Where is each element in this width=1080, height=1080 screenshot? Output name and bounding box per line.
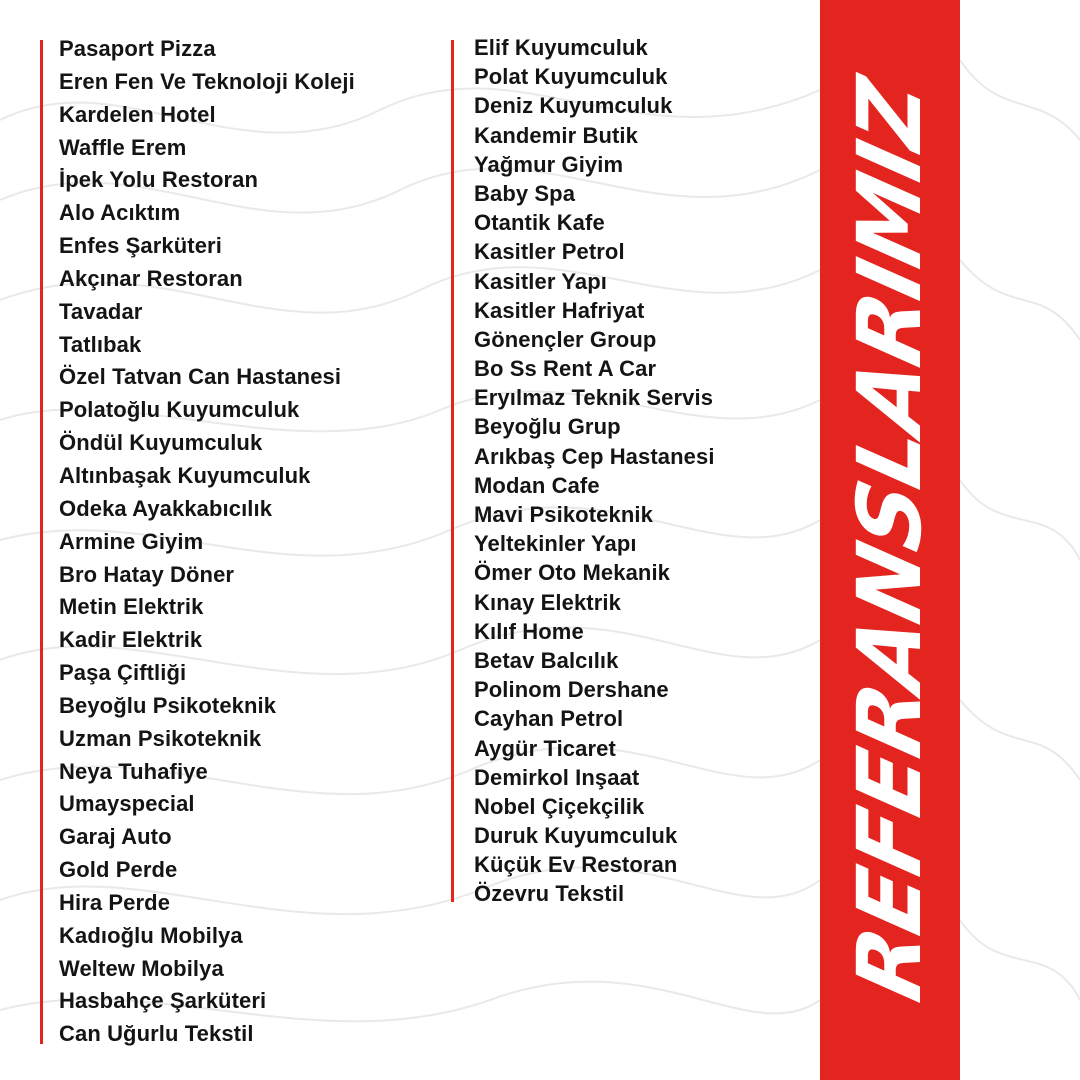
list-item: Deniz Kuyumculuk	[474, 93, 673, 119]
list-item: Bro Hatay Döner	[59, 561, 235, 587]
list-item: Özevru Tekstil	[474, 881, 625, 907]
list-item: Cayhan Petrol	[474, 706, 624, 732]
list-item: Otantik Kafe	[474, 210, 605, 236]
list-item: Waffle Erem	[59, 134, 187, 160]
references-list-left	[59, 33, 355, 1051]
list-item: Weltew Mobilya	[59, 955, 224, 981]
list-item: Aygür Ticaret	[474, 735, 616, 761]
list-item: Tavadar	[59, 298, 143, 324]
list-item: Alo Acıktım	[59, 200, 181, 226]
right-accent-rule	[451, 40, 454, 902]
list-item: Yağmur Giyim	[474, 151, 624, 177]
list-item: Uzman Psikoteknik	[59, 725, 262, 751]
list-item: Akçınar Restoran	[59, 265, 243, 291]
page-title: REFERANSLARIMIZ	[838, 69, 941, 1011]
list-item: Garaj Auto	[59, 824, 172, 850]
list-item: Bo Ss Rent A Car	[474, 356, 657, 382]
list-item: Arıkbaş Cep Hastanesi	[474, 443, 715, 469]
list-item: Tatlıbak	[59, 331, 142, 357]
list-item: Odeka Ayakkabıcılık	[59, 495, 273, 521]
list-item: Altınbaşak Kuyumculuk	[59, 462, 311, 488]
list-item: Gold Perde	[59, 857, 178, 883]
list-item: Küçük Ev Restoran	[474, 852, 678, 878]
list-item: Neya Tuhafiye	[59, 758, 208, 784]
list-item: Metin Elektrik	[59, 594, 204, 620]
list-item: Armine Giyim	[59, 528, 204, 554]
list-item: Betav Balcılık	[474, 647, 619, 673]
list-item: Duruk Kuyumculuk	[474, 823, 678, 849]
list-item: Paşa Çiftliği	[59, 660, 187, 686]
left-accent-rule	[40, 40, 43, 1044]
list-item: Eren Fen Ve Teknoloji Koleji	[59, 68, 355, 94]
list-item: Kadıoğlu Mobilya	[59, 922, 243, 948]
list-item: Yeltekinler Yapı	[474, 531, 637, 557]
list-item: Kasitler Hafriyat	[474, 297, 645, 323]
list-item: Mavi Psikoteknik	[474, 502, 653, 527]
list-item: Beyoğlu Psikoteknik	[59, 692, 277, 718]
list-item: Baby Spa	[474, 180, 576, 206]
list-item: Öndül Kuyumculuk	[59, 430, 263, 456]
list-item: Gönençler Group	[474, 326, 657, 352]
list-item: Modan Cafe	[474, 472, 600, 498]
list-item: Elif Kuyumculuk	[474, 35, 648, 60]
list-item: İpek Yolu Restoran	[59, 167, 259, 193]
list-item: Kadir Elektrik	[59, 627, 203, 653]
list-item: Beyoğlu Grup	[474, 414, 621, 440]
list-item: Kandemir Butik	[474, 122, 638, 148]
list-item: Kardelen Hotel	[59, 101, 216, 127]
list-item: Demirkol Inşaat	[474, 764, 640, 790]
list-item: Polinom Dershane	[474, 677, 669, 703]
list-item: Nobel Çiçekçilik	[474, 793, 645, 819]
list-item: Hasbahçe Şarküteri	[59, 988, 267, 1014]
list-item: Hira Perde	[59, 889, 171, 915]
list-item: Kasitler Yapı	[474, 268, 607, 294]
list-item: Ömer Oto Mekanik	[474, 560, 670, 586]
references-list-right	[474, 33, 715, 909]
list-item: Polat Kuyumculuk	[474, 64, 668, 90]
list-item: Umayspecial	[59, 791, 195, 817]
list-item: Enfes Şarküteri	[59, 233, 222, 259]
list-item: Can Uğurlu Tekstil	[59, 1021, 254, 1047]
list-item: Polatoğlu Kuyumculuk	[59, 397, 300, 423]
list-item: Pasaport Pizza	[59, 36, 216, 61]
list-item: Özel Tatvan Can Hastanesi	[59, 364, 342, 390]
list-item: Kınay Elektrik	[474, 589, 621, 615]
list-item: Kasitler Petrol	[474, 239, 625, 265]
title-banner	[820, 0, 960, 1080]
list-item: Eryılmaz Teknik Servis	[474, 385, 714, 411]
list-item: Kılıf Home	[474, 618, 584, 644]
